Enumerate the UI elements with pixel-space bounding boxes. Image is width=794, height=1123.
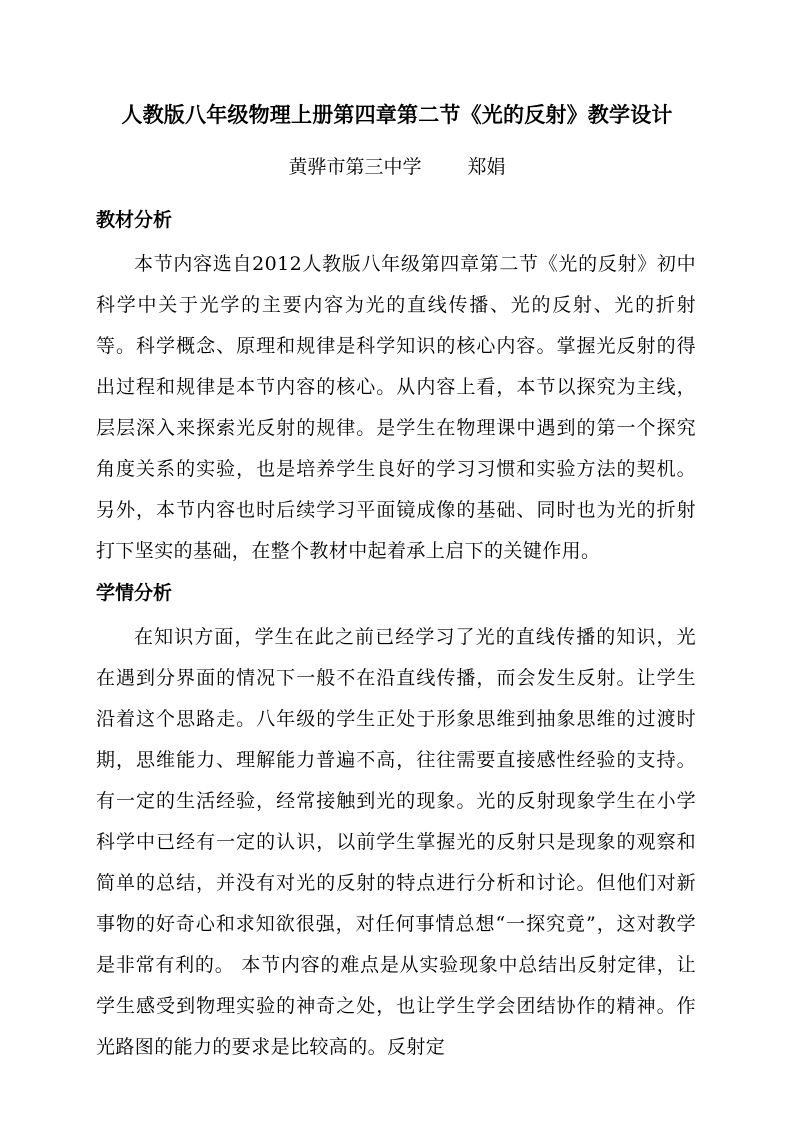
section-heading-textbook-analysis: 教材分析 [96,209,173,231]
author-line [0,153,794,181]
page-title: 人教版八年级物理上册第四章第二节《光的反射》教学设计 [121,103,673,127]
author-name: 郑娟 [467,156,506,178]
school-name: 黄骅市第三中学 [288,156,422,178]
section-paragraph-textbook-analysis: 本节内容选自2012人教版八年级第四章第二节《光的反射》初中科学中关于光学的主要内容为光的直线传播、光的反射、光的折射等。科学概念、原理和规律是科学知识的核心内容。掌握光反射的得出过程和规律是本节内容的核心。从内容上看，本节以探究为主线，层层深入来探索光反射的规律。是学生在物理课中遇到的第一个探究角度关系的实验，也是培养学生良好的学习习惯和实验方法的契机。另外，本节内容也时后续学习平面镜成像的基础、同时也为光的折射打下坚实的基础，在整个教材中起着承上启下的关键作用。 [96,253,696,562]
section-heading-student-analysis: 学情分析 [96,582,173,604]
section-paragraph-student-analysis: 在知识方面，学生在此之前已经学习了光的直线传播的知识，光在遇到分界面的情况下一般不在沿直线传播，而会发生反射。让学生沿着这个思路走。八年级的学生正处于形象思维到抽象思维的过渡时期，思维能力、理解能力普遍不高，往往需要直接感性经验的支持。有一定的生活经验，经常接触到光的现象。光的反射现象学生在小学科学中已经有一定的认识，以前学生掌握光的反射只是现象的观察和简单的总结，并没有对光的反射的特点进行分析和讨论。但他们对新事物的好奇心和求知欲很强，对任何事情总想“一探究竟”，这对教学是非常有利的。 本节内容的难点是从实验现象中总结出反射定律，让学生感受到物理实验的神奇之处，也让学生学会团结协作的精神。作光路图的能力的要求是比较高的。反射定 [96,626,696,1058]
